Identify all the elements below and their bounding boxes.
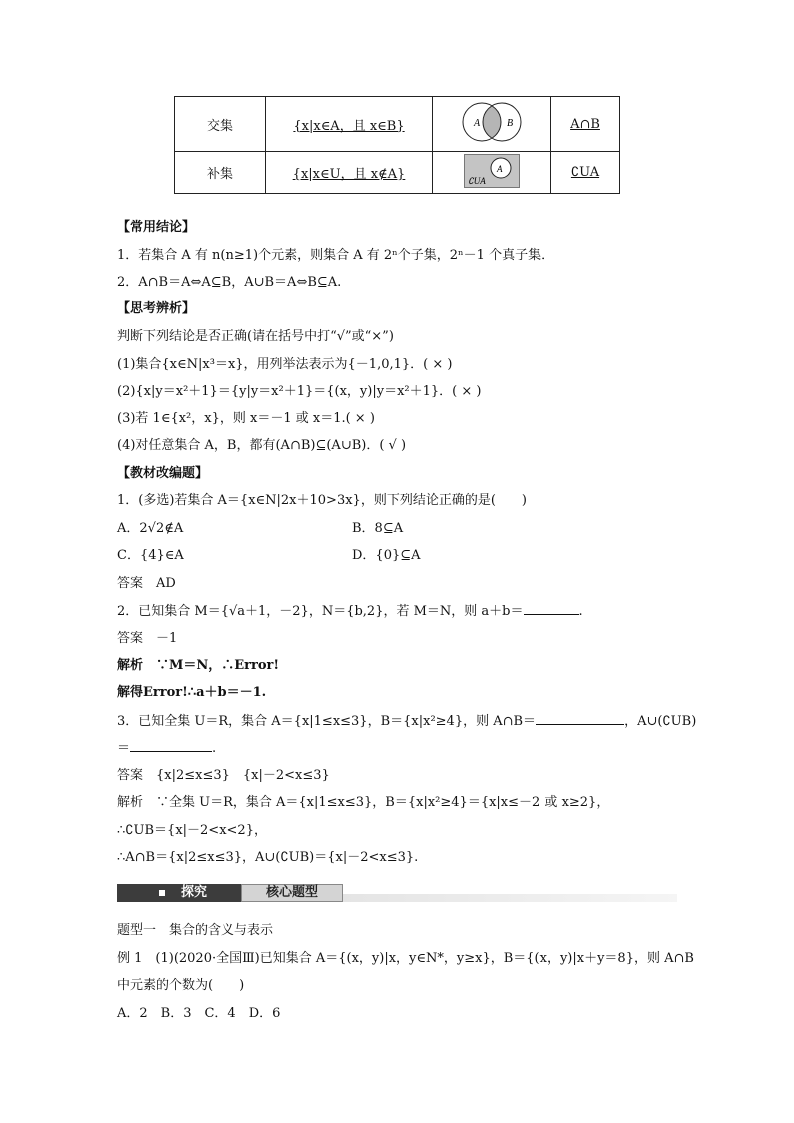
q3-analysis-3: ∴A∩B＝{x|2≤x≤3}，A∪(∁UB)＝{x|－2<x≤3}. [117, 850, 419, 865]
example-line-1: 例 1 (1)(2020·全国Ⅲ)已知集合 A＝{(x，y)|x，y∈N*，y≥x}，B＝{(x，y)|x＋y＝8}，则 A∩B [117, 951, 694, 966]
banner-light-tab [241, 884, 343, 902]
venn-label-a: A [473, 118, 480, 129]
think-item-1: (1)集合{x∈N|x³＝x}，用列举法表示为{－1,0,1}．( × ) [117, 357, 453, 372]
q3-stem-line2 [117, 739, 216, 758]
q3-analysis-1: 解析 ∵全集 U＝R，集合 A＝{x|1≤x≤3}，B＝{x|x²≥4}＝{x|x≤－2 或 x≥2}， [117, 795, 610, 810]
example-options: A．2 B．3 C．4 D．6 [117, 1006, 281, 1021]
think-intro: 判断下列结论是否正确(请在括号中打“√”或“×”) [117, 329, 394, 344]
q1-option-c: C．{4}∈A [117, 548, 184, 563]
table-cell-desc [266, 152, 433, 194]
symbol-text: A∩B [570, 116, 600, 132]
table-cell-name: 补集 [175, 152, 266, 194]
think-item-4: (4)对任意集合 A，B，都有(A∩B)⊆(A∪B)．( √ ) [117, 438, 407, 453]
venn-label-complement: ∁UA [467, 175, 486, 186]
q2-answer-blank [524, 602, 579, 615]
banner-left-label: 探究 [181, 885, 208, 900]
q2-answer: 答案 －1 [117, 631, 178, 646]
banner-dark-tab [117, 884, 241, 902]
example-line-2: 中元素的个数为( ) [117, 978, 245, 993]
q2-stem [117, 602, 583, 621]
table-cell-symbol [551, 152, 620, 194]
table-cell-symbol [551, 97, 620, 152]
q3-blank-1 [536, 712, 624, 725]
q1-option-b: B．8⊆A [352, 521, 404, 536]
q3-blank-2 [130, 739, 212, 752]
venn-complement-diagram [464, 154, 520, 188]
venn-intersection-diagram [452, 98, 532, 146]
think-item-3: (3)若 1∈{x²，x}，则 x＝－1 或 x＝1.( × ) [117, 411, 375, 426]
q1-stem: 1．(多选)若集合 A＝{x∈N|2x＋10>3x}，则下列结论正确的是( ) [117, 493, 527, 508]
q1-option-a: A．2√2∉A [117, 521, 184, 536]
section-heading-textbook: 【教材改编题】 [117, 466, 209, 481]
q1-option-d: D．{0}⊆A [352, 548, 421, 563]
topic-heading: 题型一 集合的含义与表示 [117, 923, 274, 938]
section-heading-think: 【思考辨析】 [117, 301, 196, 316]
venn-label-a: A [496, 163, 502, 174]
q2-stem-text: 2．已知集合 M＝{√a＋1，－2}，N＝{b,2}，若 M＝N，则 a＋b＝ [117, 604, 524, 619]
q3-stem-text: 3．已知全集 U＝R，集合 A＝{x|1≤x≤3}，B＝{x|x²≥4}，则 A∩B＝ [117, 714, 537, 729]
table-cell-name: 交集 [175, 97, 266, 152]
section-heading-common-conclusions: 【常用结论】 [117, 220, 196, 235]
conclusion-item-1: 1．若集合 A 有 n(n≥1)个元素，则集合 A 有 2ⁿ个子集，2ⁿ－1 个真子集． [117, 248, 555, 263]
table-cell-desc [266, 97, 433, 152]
venn-cell-intersection [433, 97, 551, 152]
banner-right-label: 核心题型 [265, 885, 318, 900]
q3-stem-end: . [212, 741, 217, 756]
square-bullet-icon [159, 890, 165, 896]
q2-analysis-2: 解得Error!∴a＋b＝－1. [117, 685, 267, 700]
q3-analysis-2: ∴∁UB＝{x|－2<x<2}， [117, 823, 267, 838]
q3-answer: 答案 {x|2≤x≤3} {x|－2<x≤3} [117, 768, 330, 783]
desc-text: {x|x∈A，且 x∈B} [293, 118, 405, 134]
q3-stem-line1 [117, 712, 696, 731]
venn-label-b: B [506, 118, 513, 129]
symbol-text: ∁UA [570, 165, 600, 180]
q2-stem-end: . [578, 604, 583, 619]
venn-cell-complement [433, 152, 551, 194]
table-row-intersection [175, 97, 620, 152]
q2-analysis-1: 解析 ∵M＝N，∴Error! [117, 658, 280, 673]
set-operations-table [174, 96, 620, 194]
q3-stem-eq: ＝ [117, 741, 131, 756]
conclusion-item-2: 2．A∩B＝A⇔A⊆B，A∪B＝A⇔B⊆A. [117, 275, 342, 290]
section-banner [117, 884, 677, 904]
q1-answer: 答案 AD [117, 576, 176, 591]
q3-stem-mid: ，A∪(∁UB) [624, 714, 697, 729]
desc-text: {x|x∈U，且 x∉A} [292, 167, 406, 182]
table-row-complement [175, 152, 620, 194]
think-item-2: (2){x|y＝x²＋1}＝{y|y＝x²＋1}＝{(x，y)|y＝x²＋1}．( × ) [117, 384, 482, 399]
